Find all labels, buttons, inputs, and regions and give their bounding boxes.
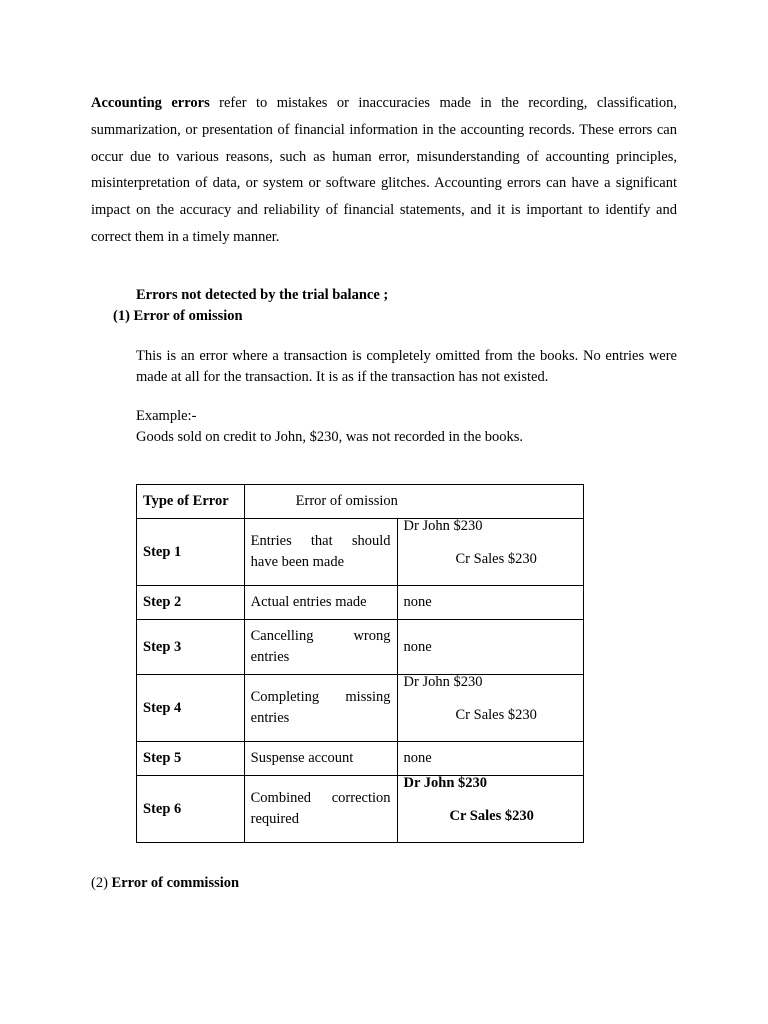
step-cell: Step 4 <box>137 675 245 742</box>
table-row <box>137 519 584 586</box>
step-cell: Step 5 <box>137 742 245 776</box>
item2-title: Error of commission <box>111 875 240 891</box>
intro-term: Accounting errors <box>91 95 210 111</box>
desc-cell <box>244 620 397 675</box>
item1-heading <box>113 308 243 325</box>
table-row <box>137 675 584 742</box>
entry-cell: none <box>397 586 583 620</box>
table-row <box>137 620 584 675</box>
desc-word: Completing <box>250 689 320 705</box>
debit-entry: Dr John $230 <box>403 518 483 534</box>
section-heading: Errors not detected by the trial balance ; <box>136 287 389 303</box>
desc-cell <box>244 519 397 586</box>
credit-entry: Cr Sales $230 <box>449 808 534 824</box>
header-error-cell <box>244 485 583 519</box>
item2-number: (2) <box>91 875 108 891</box>
intro-paragraph <box>91 90 677 251</box>
desc-line: required <box>250 811 299 827</box>
example-label: Example:- <box>136 408 197 424</box>
entry-cell <box>397 776 583 843</box>
desc-word: Entries <box>250 533 292 549</box>
step-cell: Step 2 <box>137 586 245 620</box>
desc-word: that <box>310 533 333 549</box>
desc-line: entries <box>250 710 290 726</box>
entry-cell <box>397 675 583 742</box>
table-row <box>137 776 584 843</box>
desc-word: correction <box>331 790 391 806</box>
desc-cell <box>244 675 397 742</box>
intro-text: refer to mistakes or inaccuracies made in the recording, classification, summarization, or presentation of financial information in the accounting records. These errors can occur due to various reasons, such as human error, misunderstanding of accounting principles, misinterpretation of data, or system or software glitches. Accounting errors can have a significant impact on the accuracy and reliability of financial statements, and it is important to identify and correct them in a timely manner. <box>91 95 677 245</box>
item1-number: (1) <box>113 308 130 324</box>
entry-cell <box>397 519 583 586</box>
step-cell: Step 3 <box>137 620 245 675</box>
desc-word: should <box>351 533 391 549</box>
example-text: Goods sold on credit to John, $230, was not recorded in the books. <box>136 429 524 445</box>
entry-cell: none <box>397 620 583 675</box>
step-cell: Step 1 <box>137 519 245 586</box>
table-row <box>137 586 584 620</box>
desc-cell <box>244 776 397 843</box>
header-type-cell: Type of Error <box>137 485 245 519</box>
header-error-label: Error of omission <box>295 493 398 509</box>
table-row <box>137 742 584 776</box>
table-header-row <box>137 485 584 519</box>
entry-cell: none <box>397 742 583 776</box>
step-cell: Step 6 <box>137 776 245 843</box>
desc-line: have been made <box>250 554 345 570</box>
desc-word: Cancelling <box>250 628 314 644</box>
desc-cell: Suspense account <box>244 742 397 776</box>
debit-entry: Dr John $230 <box>403 674 483 690</box>
item1-title: Error of omission <box>133 308 243 324</box>
desc-word: wrong <box>353 628 391 644</box>
error-table <box>136 484 584 843</box>
desc-word: missing <box>345 689 391 705</box>
desc-word: Combined <box>250 790 312 806</box>
debit-entry: Dr John $230 <box>403 775 488 791</box>
credit-entry: Cr Sales $230 <box>455 707 537 723</box>
item2-heading <box>91 875 239 892</box>
credit-entry: Cr Sales $230 <box>455 551 537 567</box>
desc-cell: Actual entries made <box>244 586 397 620</box>
desc-line: entries <box>250 649 290 665</box>
item1-description: This is an error where a transaction is completely omitted from the books. No entries were made at all for the transaction. It is as if the transaction has not existed. <box>136 348 677 385</box>
